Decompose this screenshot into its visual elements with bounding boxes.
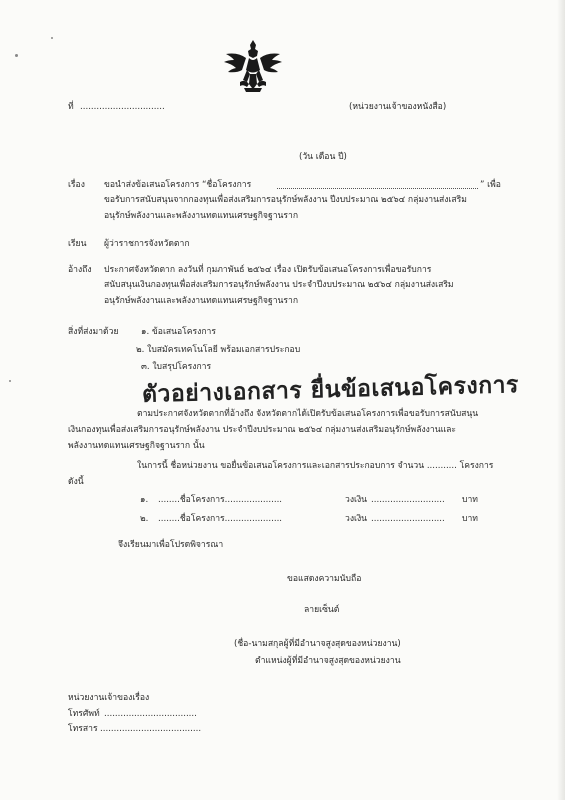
ref-number-field: ............................... bbox=[80, 102, 165, 112]
owner-agency: (หน่วยงานเจ้าของหนังสือ) bbox=[349, 102, 447, 112]
reference-line3: อนุรักษ์พลังงานและพลังงานทดแทนเศรษฐกิจฐานราก bbox=[104, 296, 299, 306]
signer-position: ตำแหน่งผู้ที่มีอำนาจสูงสุดของหน่วยงาน bbox=[255, 656, 401, 666]
signature-placeholder: ลายเซ็นต์ bbox=[304, 605, 340, 615]
subject-line3: อนุรักษ์พลังงานและพลังงานทดแทนเศรษฐกิจฐานราก bbox=[104, 211, 299, 221]
body-para2-line2: ดังนี้ bbox=[68, 477, 84, 487]
scan-speck bbox=[9, 380, 11, 382]
subject-line1-suffix: ” เพื่อ bbox=[480, 180, 501, 190]
body-para1-line2: เงินกองทุนเพื่อส่งเสริมการอนุรักษ์พลังงาน ประจำปีงบประมาณ ๒๕๖๔ กลุ่มงานส่งเสริมอนุรักษ์พลังงานและ bbox=[68, 425, 456, 435]
budget-unit: บาท bbox=[462, 514, 478, 524]
project-number: ๒. bbox=[140, 514, 149, 524]
closing-request: จึงเรียนมาเพื่อโปรดพิจารณา bbox=[118, 540, 224, 550]
recipient-name: ผู้ว่าราชการจังหวัดตาก bbox=[104, 239, 190, 249]
project-name-field: ........ชื่อโครงการ..................... bbox=[158, 495, 283, 505]
footer-agency-label: หน่วยงานเจ้าของเรื่อง bbox=[68, 693, 150, 703]
closing-regards: ขอแสดงความนับถือ bbox=[287, 574, 362, 584]
budget-field: ........................... bbox=[371, 514, 445, 524]
recipient-label: เรียน bbox=[68, 239, 87, 249]
footer-fax-field: ..................................... bbox=[100, 724, 202, 734]
subject-line2: ขอรับการสนับสนุนจากกองทุนเพื่อส่งเสริมการอนุรักษ์พลังงาน ปีงบประมาณ ๒๕๖๔ กลุ่มงานส่งเสริม bbox=[104, 195, 467, 205]
budget-field: ........................... bbox=[371, 495, 445, 505]
footer-phone-label: โทรศัพท์ bbox=[68, 709, 100, 719]
subject-label: เรื่อง bbox=[68, 180, 85, 190]
body-para2-line1: ในการนี้ ชื่อหน่วยงาน ขอยื่นข้อเสนอโครงการและเอกสารประกอบการ จำนวน ........... โครงการ bbox=[137, 461, 494, 471]
body-para1-line1: ตามประกาศจังหวัดตากที่อ้างถึง จังหวัดตากได้เปิดรับข้อเสนอโครงการเพื่อขอรับการสนับสนุน bbox=[137, 409, 479, 419]
reference-line2: สนับสนุนเงินกองทุนเพื่อส่งเสริมการอนุรักษ์พลังงาน ประจำปีงบประมาณ ๒๕๖๔ กลุ่มงานส่งเสริม bbox=[104, 280, 454, 290]
scan-speck bbox=[51, 37, 53, 39]
subject-line1-prefix: ขอนำส่งข้อเสนอโครงการ “ชื่อโครงการ bbox=[104, 180, 252, 190]
budget-unit: บาท bbox=[462, 495, 478, 505]
reference-line1: ประกาศจังหวัดตาก ลงวันที่ กุมภาพันธ์ ๒๕๖๔ เรื่อง เปิดรับข้อเสนอโครงการเพื่อขอรับการ bbox=[104, 265, 432, 275]
ref-label: ที่ bbox=[68, 102, 74, 112]
sample-document-watermark: ตัวอย่างเอกสาร ยื่นข้อเสนอโครงการ bbox=[141, 372, 520, 408]
attachment-item: ๑. ข้อเสนอโครงการ bbox=[141, 327, 216, 337]
attachment-item: ๒. ใบสมัครเทคโนโลยี พร้อมเอกสารประกอบ bbox=[136, 345, 301, 355]
project-name-field: ........ชื่อโครงการ..................... bbox=[158, 514, 283, 524]
scan-edge-shadow bbox=[557, 0, 565, 800]
scan-speck bbox=[15, 54, 18, 57]
body-para1-line3: พลังงานทดแทนเศรษฐกิจฐานราก นั้น bbox=[68, 441, 205, 451]
reference-label: อ้างถึง bbox=[68, 265, 92, 275]
footer-fax-label: โทรสาร bbox=[68, 724, 98, 734]
document-date: (วัน เดือน ปี) bbox=[299, 152, 347, 162]
attachment-item: ๓. ใบสรุปโครงการ bbox=[141, 362, 212, 372]
signer-name: (ชื่อ-นามสกุลผู้ที่มีอำนาจสูงสุดของหน่วยงาน) bbox=[234, 639, 401, 649]
subject-project-name-field bbox=[277, 188, 478, 189]
attachments-label: สิ่งที่ส่งมาด้วย bbox=[68, 327, 119, 337]
project-number: ๑. bbox=[140, 495, 149, 505]
footer-phone-field: .................................. bbox=[104, 709, 197, 719]
garuda-emblem-icon bbox=[222, 36, 284, 98]
budget-label: วงเงิน bbox=[345, 495, 368, 505]
budget-label: วงเงิน bbox=[345, 514, 368, 524]
